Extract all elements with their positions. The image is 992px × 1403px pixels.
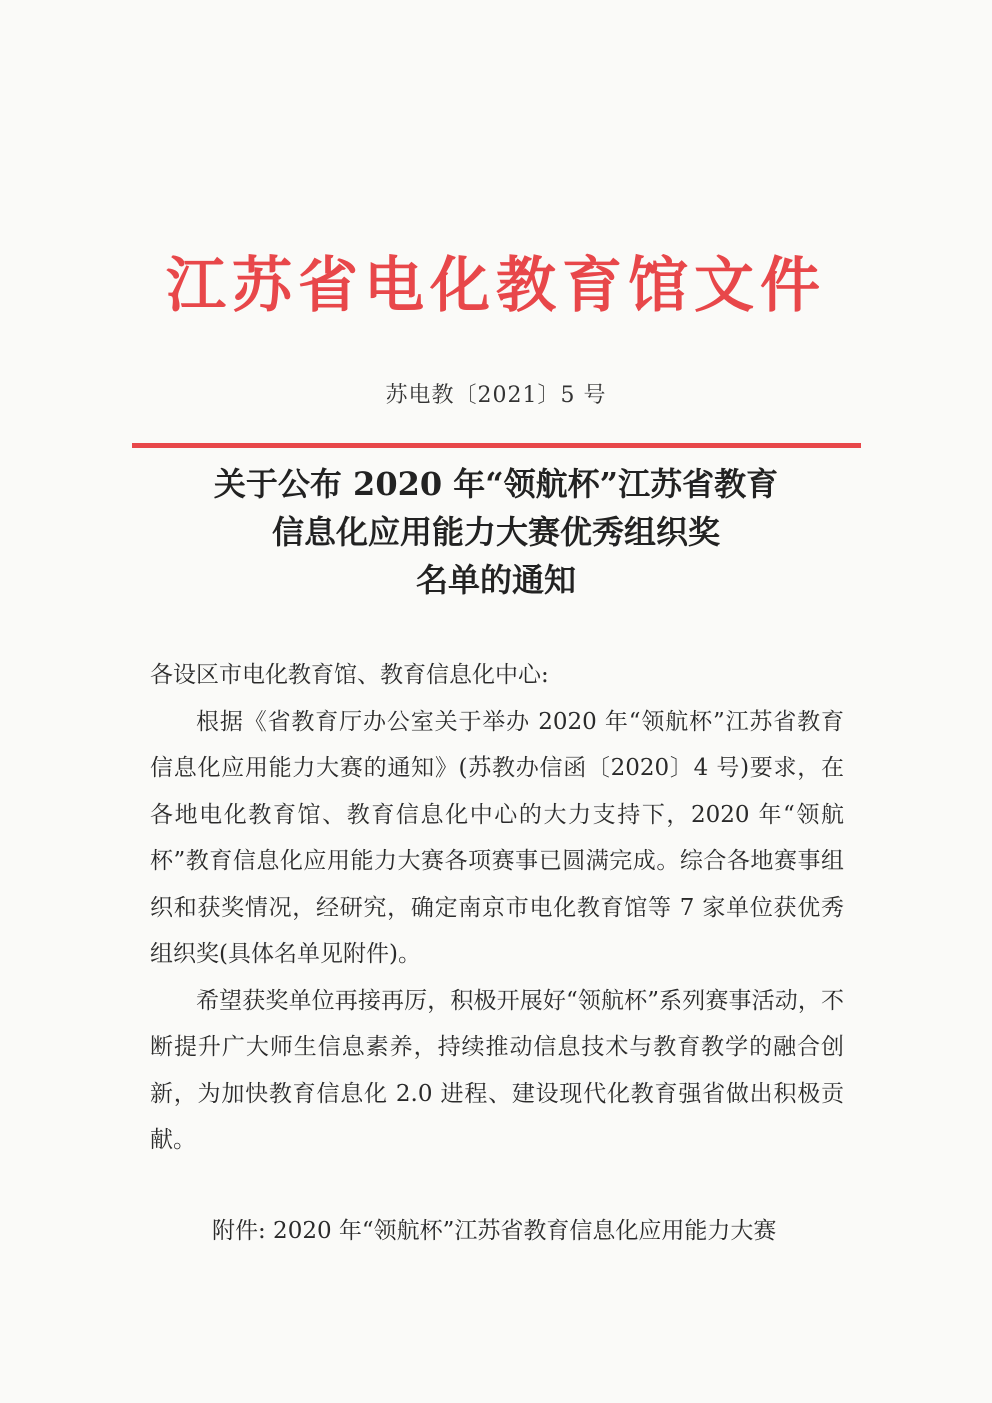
body-paragraph-2: 希望获奖单位再接再厉，积极开展好“领航杯”系列赛事活动，不断提升广大师生信息素养，持续推动信息技术与教育教学的融合创新，为加快教育信息化 2.0 进程、建设现代化教育强省做出积极贡献。 (150, 987, 844, 1153)
notice-title-line-1: 关于公布 2020 年“领航杯”江苏省教育 (213, 465, 779, 503)
salutation: 各设区市电化教育馆、教育信息化中心: (150, 662, 549, 688)
attachment-line: 附件: 2020 年“领航杯”江苏省教育信息化应用能力大赛 (212, 1218, 777, 1244)
notice-title-line-2: 信息化应用能力大赛优秀组织奖 (271, 513, 720, 551)
notice-title-line-3: 名单的通知 (415, 561, 576, 599)
red-divider-line (132, 443, 861, 448)
notice-body (150, 652, 844, 1164)
body-paragraph-1: 根据《省教育厅办公室关于举办 2020 年“领航杯”江苏省教育信息化应用能力大赛的通知》(苏教办信函〔2020〕4 号)要求，在各地电化教育馆、教育信息化中心的大力支持下，2020 年“领航杯”教育信息化应用能力大赛各项赛事已圆满完成。综合各地赛事组织和获奖情况，经研究，确定南京市电化教育馆等 7 家单位获优秀组织奖(具体名单见附件)。 (150, 708, 844, 967)
document-number: 苏电教〔2021〕5 号 (385, 383, 607, 408)
notice-title (120, 460, 872, 604)
org-header-title: 江苏省电化教育馆文件 (166, 251, 826, 321)
